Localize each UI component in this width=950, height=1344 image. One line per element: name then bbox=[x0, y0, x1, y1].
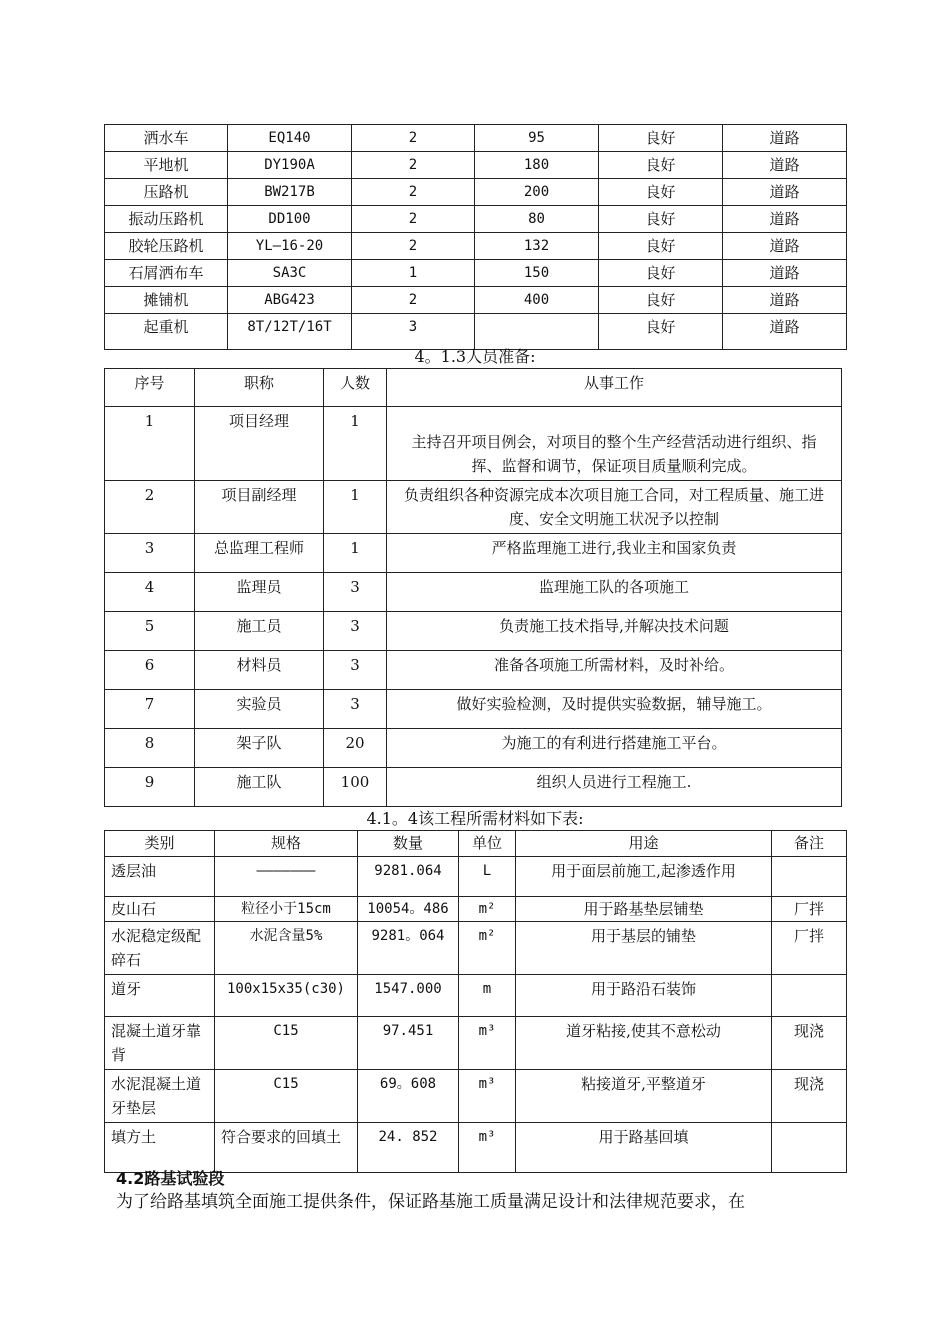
table-row bbox=[105, 287, 847, 314]
material-category: 皮山石 bbox=[105, 897, 215, 922]
staff-count: 1 bbox=[324, 407, 387, 481]
staff-title: 施工员 bbox=[195, 612, 324, 651]
equipment-name: 胶轮压路机 bbox=[105, 233, 228, 260]
material-usage: 道牙粘接,使其不意松动 bbox=[516, 1017, 772, 1070]
equipment-count: 2 bbox=[352, 152, 475, 179]
table-row bbox=[105, 1123, 847, 1173]
staff-number: 2 bbox=[105, 481, 195, 534]
column-header: 用途 bbox=[516, 831, 772, 857]
equipment-usage: 道路 bbox=[723, 125, 847, 152]
staff-number: 6 bbox=[105, 651, 195, 690]
equipment-condition: 良好 bbox=[599, 260, 723, 287]
staff-number: 3 bbox=[105, 534, 195, 573]
column-header: 备注 bbox=[772, 831, 847, 857]
equipment-usage: 道路 bbox=[723, 260, 847, 287]
table-row bbox=[105, 206, 847, 233]
material-unit: m bbox=[459, 975, 516, 1017]
equipment-name: 压路机 bbox=[105, 179, 228, 206]
table-row bbox=[105, 152, 847, 179]
table-row bbox=[105, 534, 842, 573]
staff-duty: 做好实验检测，及时提供实验数据，辅导施工。 bbox=[387, 690, 842, 729]
equipment-model: DD100 bbox=[228, 206, 352, 233]
equipment-name: 洒水车 bbox=[105, 125, 228, 152]
staff-duty: 严格监理施工进行,我业主和国家负责 bbox=[387, 534, 842, 573]
equipment-usage: 道路 bbox=[723, 152, 847, 179]
equipment-model: 8T/12T/16T bbox=[228, 314, 352, 350]
column-header: 人数 bbox=[324, 369, 387, 407]
material-category: 水泥混凝土道牙垫层 bbox=[105, 1070, 215, 1123]
material-quantity: 10054。486 bbox=[358, 897, 459, 922]
table-header-row bbox=[105, 369, 842, 407]
equipment-condition: 良好 bbox=[599, 287, 723, 314]
equipment-count: 2 bbox=[352, 233, 475, 260]
staff-count: 20 bbox=[324, 729, 387, 768]
material-category: 道牙 bbox=[105, 975, 215, 1017]
equipment-model: EQ140 bbox=[228, 125, 352, 152]
equipment-model: DY190A bbox=[228, 152, 352, 179]
material-spec: 100x15x35(c30) bbox=[215, 975, 358, 1017]
material-category: 填方土 bbox=[105, 1123, 215, 1173]
material-spec: 水泥含量5% bbox=[215, 922, 358, 975]
staff-duty: 组织人员进行工程施工. bbox=[387, 768, 842, 807]
equipment-power: 200 bbox=[475, 179, 599, 206]
staff-duty: 主持召开项目例会，对项目的整个生产经营活动进行组织、指挥、监督和调节，保证项目质量顺利完成。 bbox=[387, 407, 842, 481]
material-note bbox=[772, 857, 847, 897]
table-row bbox=[105, 857, 847, 897]
table-row bbox=[105, 233, 847, 260]
equipment-model: ABG423 bbox=[228, 287, 352, 314]
material-usage: 用于路基回填 bbox=[516, 1123, 772, 1173]
column-header: 单位 bbox=[459, 831, 516, 857]
table-row bbox=[105, 897, 847, 922]
table-row bbox=[105, 179, 847, 206]
table-row bbox=[105, 407, 842, 481]
table-row bbox=[105, 612, 842, 651]
material-quantity: 24. 852 bbox=[358, 1123, 459, 1173]
equipment-usage: 道路 bbox=[723, 233, 847, 260]
table-row bbox=[105, 481, 842, 534]
material-usage: 用于路沿石装饰 bbox=[516, 975, 772, 1017]
equipment-condition: 良好 bbox=[599, 314, 723, 350]
staff-number: 7 bbox=[105, 690, 195, 729]
equipment-power: 95 bbox=[475, 125, 599, 152]
equipment-table bbox=[104, 124, 847, 350]
material-spec: 粒径小于15cm bbox=[215, 897, 358, 922]
equipment-power: 150 bbox=[475, 260, 599, 287]
material-unit: m² bbox=[459, 897, 516, 922]
equipment-power: 180 bbox=[475, 152, 599, 179]
material-quantity: 97.451 bbox=[358, 1017, 459, 1070]
staff-number: 5 bbox=[105, 612, 195, 651]
staff-number: 1 bbox=[105, 407, 195, 481]
equipment-name: 摊铺机 bbox=[105, 287, 228, 314]
material-quantity: 9281。064 bbox=[358, 922, 459, 975]
material-unit: m³ bbox=[459, 1123, 516, 1173]
equipment-count: 2 bbox=[352, 287, 475, 314]
staff-count: 1 bbox=[324, 534, 387, 573]
table-row bbox=[105, 573, 842, 612]
material-spec: C15 bbox=[215, 1070, 358, 1123]
material-category: 透层油 bbox=[105, 857, 215, 897]
column-header: 数量 bbox=[358, 831, 459, 857]
section-paragraph: 为了给路基填筑全面施工提供条件，保证路基施工质量满足设计和法律规范要求，在 bbox=[116, 1192, 745, 1212]
staff-caption: 4。1.3人员准备: bbox=[414, 347, 536, 366]
column-header: 类别 bbox=[105, 831, 215, 857]
material-spec: C15 bbox=[215, 1017, 358, 1070]
equipment-power: 80 bbox=[475, 206, 599, 233]
table-row bbox=[105, 314, 847, 350]
material-note: 厂拌 bbox=[772, 922, 847, 975]
staff-duty: 准备各项施工所需材料，及时补给。 bbox=[387, 651, 842, 690]
staff-count: 3 bbox=[324, 651, 387, 690]
equipment-power bbox=[475, 314, 599, 350]
equipment-name: 起重机 bbox=[105, 314, 228, 350]
equipment-usage: 道路 bbox=[723, 179, 847, 206]
material-unit: m³ bbox=[459, 1070, 516, 1123]
column-header: 规格 bbox=[215, 831, 358, 857]
equipment-model: BW217B bbox=[228, 179, 352, 206]
equipment-condition: 良好 bbox=[599, 233, 723, 260]
staff-duty: 监理施工队的各项施工 bbox=[387, 573, 842, 612]
staff-title: 材料员 bbox=[195, 651, 324, 690]
table-row bbox=[105, 922, 847, 975]
staff-title: 架子队 bbox=[195, 729, 324, 768]
staff-count: 3 bbox=[324, 690, 387, 729]
material-note: 厂拌 bbox=[772, 897, 847, 922]
material-usage: 用于面层前施工,起渗透作用 bbox=[516, 857, 772, 897]
equipment-count: 2 bbox=[352, 125, 475, 152]
equipment-name: 平地机 bbox=[105, 152, 228, 179]
staff-number: 9 bbox=[105, 768, 195, 807]
staff-number: 4 bbox=[105, 573, 195, 612]
material-unit: m³ bbox=[459, 1017, 516, 1070]
table-row bbox=[105, 1017, 847, 1070]
staff-title: 项目副经理 bbox=[195, 481, 324, 534]
staff-count: 100 bbox=[324, 768, 387, 807]
table-row bbox=[105, 651, 842, 690]
table-row bbox=[105, 690, 842, 729]
equipment-condition: 良好 bbox=[599, 152, 723, 179]
equipment-power: 132 bbox=[475, 233, 599, 260]
staff-duty: 负责组织各种资源完成本次项目施工合同，对工程质量、施工进度、安全文明施工状况予以控制 bbox=[387, 481, 842, 534]
equipment-count: 3 bbox=[352, 314, 475, 350]
equipment-power: 400 bbox=[475, 287, 599, 314]
material-quantity: 1547.000 bbox=[358, 975, 459, 1017]
material-quantity: 69。608 bbox=[358, 1070, 459, 1123]
material-spec: 符合要求的回填土 bbox=[215, 1123, 358, 1173]
equipment-usage: 道路 bbox=[723, 287, 847, 314]
staff-title: 施工队 bbox=[195, 768, 324, 807]
equipment-condition: 良好 bbox=[599, 125, 723, 152]
staff-title: 项目经理 bbox=[195, 407, 324, 481]
column-header: 职称 bbox=[195, 369, 324, 407]
table-row bbox=[105, 260, 847, 287]
staff-title: 总监理工程师 bbox=[195, 534, 324, 573]
material-usage: 粘接道牙,平整道牙 bbox=[516, 1070, 772, 1123]
material-usage: 用于路基垫层铺垫 bbox=[516, 897, 772, 922]
equipment-count: 2 bbox=[352, 179, 475, 206]
material-note: 现浇 bbox=[772, 1070, 847, 1123]
staff-count: 1 bbox=[324, 481, 387, 534]
material-unit: L bbox=[459, 857, 516, 897]
material-note bbox=[772, 975, 847, 1017]
material-unit: m² bbox=[459, 922, 516, 975]
table-row bbox=[105, 768, 842, 807]
table-row bbox=[105, 729, 842, 768]
table-row bbox=[105, 975, 847, 1017]
section-heading: 4.2路基试验段 bbox=[116, 1169, 225, 1188]
material-note bbox=[772, 1123, 847, 1173]
staff-count: 3 bbox=[324, 612, 387, 651]
table-header-row bbox=[105, 831, 847, 857]
material-note: 现浇 bbox=[772, 1017, 847, 1070]
equipment-model: SA3C bbox=[228, 260, 352, 287]
material-spec: ——————— bbox=[215, 857, 358, 897]
column-header: 序号 bbox=[105, 369, 195, 407]
equipment-name: 振动压路机 bbox=[105, 206, 228, 233]
equipment-count: 1 bbox=[352, 260, 475, 287]
staff-table bbox=[104, 368, 842, 807]
material-category: 水泥稳定级配碎石 bbox=[105, 922, 215, 975]
staff-count: 3 bbox=[324, 573, 387, 612]
materials-caption: 4.1。4该工程所需材料如下表: bbox=[366, 809, 584, 828]
table-row bbox=[105, 125, 847, 152]
material-category: 混凝土道牙靠背 bbox=[105, 1017, 215, 1070]
column-header: 从事工作 bbox=[387, 369, 842, 407]
equipment-usage: 道路 bbox=[723, 314, 847, 350]
staff-duty: 为施工的有利进行搭建施工平台。 bbox=[387, 729, 842, 768]
table-row bbox=[105, 1070, 847, 1123]
staff-title: 监理员 bbox=[195, 573, 324, 612]
equipment-name: 石屑洒布车 bbox=[105, 260, 228, 287]
equipment-usage: 道路 bbox=[723, 206, 847, 233]
materials-table bbox=[104, 830, 847, 1173]
staff-title: 实验员 bbox=[195, 690, 324, 729]
equipment-condition: 良好 bbox=[599, 206, 723, 233]
material-usage: 用于基层的铺垫 bbox=[516, 922, 772, 975]
equipment-condition: 良好 bbox=[599, 179, 723, 206]
equipment-model: YL—16-20 bbox=[228, 233, 352, 260]
equipment-count: 2 bbox=[352, 206, 475, 233]
staff-duty: 负责施工技术指导,并解决技术问题 bbox=[387, 612, 842, 651]
staff-number: 8 bbox=[105, 729, 195, 768]
material-quantity: 9281.064 bbox=[358, 857, 459, 897]
